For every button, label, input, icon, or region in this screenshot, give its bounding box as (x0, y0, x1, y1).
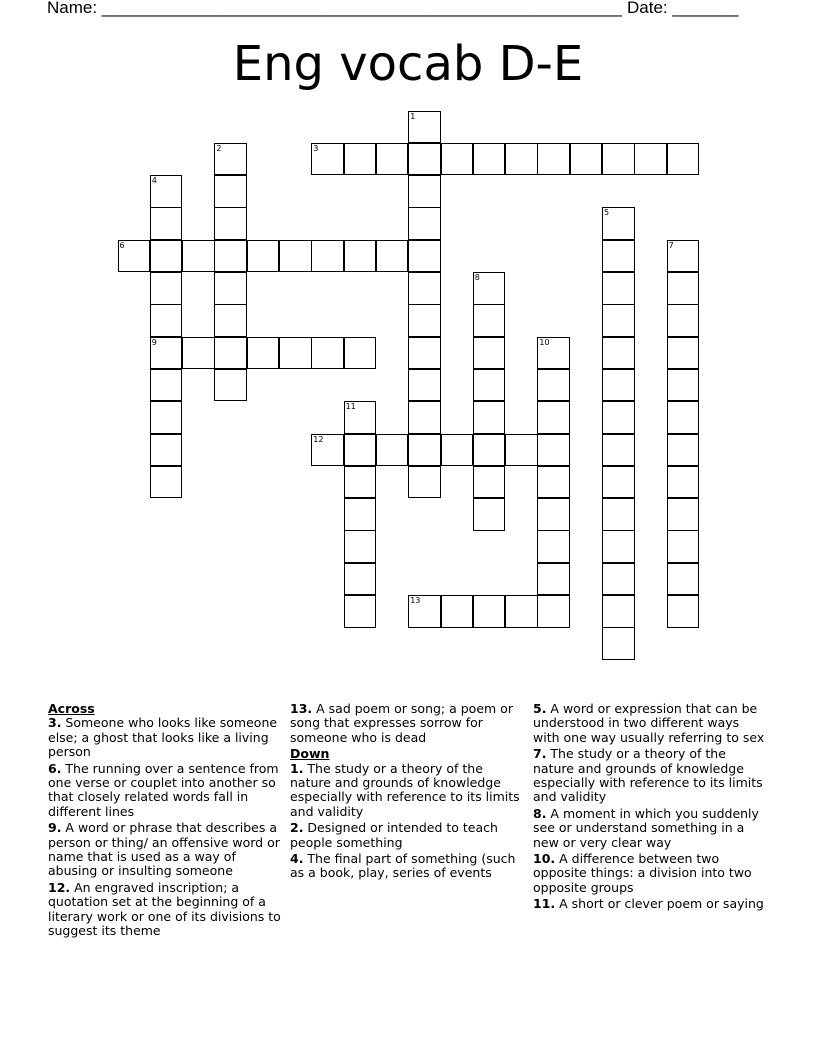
down-clue-list-continued (533, 702, 769, 912)
grid-cell[interactable] (602, 466, 635, 499)
grid-cell[interactable] (408, 337, 441, 370)
grid-cell[interactable] (408, 111, 441, 144)
grid-cell[interactable] (344, 240, 377, 273)
clue-text: An engraved inscription; a quotation set at the beginning of a literary work or one of its divisions to suggest its theme (48, 879, 281, 939)
clue-text: Someone who looks like someone else; a ghost that looks like a living person (48, 715, 278, 760)
grid-cell[interactable] (344, 143, 377, 176)
clue-text: A word or expression that can be understood in two different ways with one way usually referring to sex (533, 701, 765, 745)
grid-cell[interactable] (473, 498, 506, 531)
grid-cell[interactable] (214, 207, 247, 240)
grid-cell[interactable] (667, 337, 700, 370)
grid-cell[interactable] (214, 272, 247, 305)
clue-number-label: 5 (604, 208, 610, 218)
grid-cell[interactable] (408, 466, 441, 499)
grid-cell[interactable] (344, 498, 377, 531)
grid-cell[interactable] (118, 240, 151, 273)
page-title: Eng vocab D-E (232, 36, 584, 92)
grid-cell[interactable] (602, 207, 635, 240)
grid-cell[interactable] (408, 240, 441, 273)
grid-cell[interactable] (602, 595, 635, 628)
grid-cell[interactable] (473, 337, 506, 370)
grid-cell[interactable] (602, 563, 635, 596)
clue (533, 747, 769, 805)
grid-cell[interactable] (537, 530, 570, 563)
clue-number: 12. (48, 879, 71, 895)
clue (290, 852, 526, 881)
grid-cell[interactable] (537, 401, 570, 434)
grid-cell[interactable] (408, 369, 441, 402)
grid-cell[interactable] (473, 143, 506, 176)
across-heading: Across (48, 701, 95, 716)
clues-column-3 (533, 702, 769, 914)
clue-number: 5. (533, 701, 547, 716)
grid-cell[interactable] (311, 337, 344, 370)
clue-number-label: 2 (216, 143, 222, 153)
grid-cell[interactable] (150, 434, 183, 467)
clue-number-label: 13 (410, 596, 421, 605)
clue (533, 702, 769, 745)
clue-text: The study or a theory of the nature and grounds of knowledge especially with reference to its limits and validity (533, 746, 763, 805)
down-heading: Down (290, 746, 330, 762)
grid-cell[interactable] (602, 369, 635, 402)
grid-cell[interactable] (408, 304, 441, 337)
grid-cell[interactable] (505, 595, 538, 628)
clue (533, 807, 769, 850)
grid-cell[interactable] (344, 401, 377, 434)
grid-cell[interactable] (182, 337, 215, 370)
clue (48, 821, 283, 879)
clue-number: 8. (533, 805, 547, 821)
grid-cell[interactable] (150, 466, 183, 499)
grid-cell[interactable] (150, 369, 183, 402)
grid-cell[interactable] (570, 143, 603, 176)
grid-cell[interactable] (473, 401, 506, 434)
grid-cell[interactable] (376, 143, 409, 176)
clue-number: 7. (533, 746, 547, 762)
grid-cell[interactable] (537, 595, 570, 628)
grid-cell[interactable] (150, 240, 183, 273)
grid-cell[interactable] (441, 434, 474, 467)
clue-number-label: 7 (668, 240, 674, 250)
grid-cell[interactable] (634, 143, 667, 176)
clue (290, 702, 526, 745)
grid-cell[interactable] (505, 143, 538, 176)
grid-cell[interactable] (182, 240, 215, 273)
grid-cell[interactable] (537, 337, 570, 370)
clue (48, 762, 283, 820)
grid-cell[interactable] (537, 143, 570, 176)
grid-cell[interactable] (667, 595, 700, 628)
grid-cell[interactable] (667, 434, 700, 467)
clue (290, 762, 526, 820)
grid-cell[interactable] (667, 498, 700, 531)
grid-cell[interactable] (602, 627, 635, 660)
grid-cell[interactable] (537, 369, 570, 402)
clue-text: A moment in which you suddenly see or understand something in a new or very clear way (533, 805, 759, 850)
grid-cell[interactable] (376, 240, 409, 273)
clue-number-label: 8 (474, 273, 480, 282)
grid-cell[interactable] (537, 466, 570, 499)
grid-cell[interactable] (667, 530, 700, 563)
grid-cell[interactable] (505, 434, 538, 467)
clue-number-label: 6 (119, 240, 125, 250)
clue-text: The final part of something (such as a book, play, series of events (290, 851, 516, 881)
grid-cell[interactable] (667, 272, 700, 305)
clue-text: The study or a theory of the nature and grounds of knowledge especially with reference to its limits and validity (290, 760, 520, 819)
grid-cell[interactable] (344, 434, 377, 467)
grid-cell[interactable] (408, 207, 441, 240)
grid-cell[interactable] (667, 563, 700, 596)
grid-cell[interactable] (150, 401, 183, 434)
grid-cell[interactable] (344, 466, 377, 499)
clue-number: 3. (48, 715, 62, 731)
clue-number-label: 9 (151, 337, 157, 347)
grid-cell[interactable] (408, 595, 441, 628)
clue-number: 13. (290, 701, 313, 716)
grid-cell[interactable] (667, 304, 700, 337)
grid-cell[interactable] (247, 240, 280, 273)
grid-cell[interactable] (344, 563, 377, 596)
grid-cell[interactable] (344, 337, 377, 370)
grid-cell[interactable] (214, 175, 247, 208)
grid-cell[interactable] (602, 143, 635, 176)
clue-text: The running over a sentence from one verse or couplet into another so that closely related words fall in different lines (48, 760, 279, 819)
grid-cell[interactable] (408, 401, 441, 434)
clue-number: 1. (290, 760, 304, 776)
clues-column-2 (290, 702, 526, 883)
grid-cell[interactable] (602, 240, 635, 273)
clue-number-label: 1 (410, 111, 416, 121)
grid-cell[interactable] (667, 240, 700, 273)
grid-cell[interactable] (667, 143, 700, 176)
clue-text: Designed or intended to teach people something (290, 820, 498, 850)
grid-cell[interactable] (602, 530, 635, 563)
grid-cell[interactable] (408, 272, 441, 305)
grid-cell[interactable] (214, 337, 247, 370)
grid-cell[interactable] (602, 337, 635, 370)
grid-cell[interactable] (473, 595, 506, 628)
clue-text: A difference between two opposite things: a division into two opposite groups (533, 851, 752, 895)
clues-column-1 (48, 702, 283, 941)
grid-cell[interactable] (602, 498, 635, 531)
across-clue-list-continued (290, 702, 526, 745)
grid-cell[interactable] (602, 272, 635, 305)
name-line: Name: _______________________________________________________ (47, 0, 622, 17)
grid-cell[interactable] (408, 434, 441, 467)
grid-cell[interactable] (473, 466, 506, 499)
clue (290, 821, 526, 850)
clue-text: A short or clever poem or saying (555, 896, 764, 912)
clue-text: A word or phrase that describes a person or thing/ an offensive word or name that is used as a way of abusing or insulting someone (48, 820, 280, 879)
clue (533, 852, 769, 895)
grid-cell[interactable] (311, 143, 344, 176)
clue-number: 9. (48, 820, 62, 836)
grid-cell[interactable] (150, 304, 183, 337)
grid-cell[interactable] (344, 530, 377, 563)
grid-cell[interactable] (602, 401, 635, 434)
grid-cell[interactable] (473, 369, 506, 402)
grid-cell[interactable] (150, 207, 183, 240)
across-clue-list (48, 716, 283, 938)
grid-cell[interactable] (602, 434, 635, 467)
grid-cell[interactable] (214, 369, 247, 402)
grid-cell[interactable] (311, 240, 344, 273)
grid-cell[interactable] (537, 498, 570, 531)
clue-number: 6. (48, 760, 62, 776)
clue-number-label: 10 (539, 337, 550, 347)
grid-cell[interactable] (537, 434, 570, 467)
grid-cell[interactable] (441, 143, 474, 176)
grid-cell[interactable] (150, 337, 183, 370)
grid-cell[interactable] (279, 337, 312, 370)
clue-number-label: 11 (345, 402, 356, 412)
grid-cell[interactable] (279, 240, 312, 273)
grid-cell[interactable] (376, 434, 409, 467)
grid-cell[interactable] (667, 401, 700, 434)
clue-number: 11. (533, 896, 556, 912)
grid-cell[interactable] (473, 272, 506, 305)
clue-number-label: 4 (151, 176, 157, 186)
grid-cell[interactable] (473, 304, 506, 337)
clue-number-label: 3 (313, 143, 319, 153)
grid-cell[interactable] (408, 143, 441, 176)
clue-number-label: 12 (313, 434, 324, 444)
clue-number: 10. (533, 851, 556, 867)
grid-cell[interactable] (408, 175, 441, 208)
down-clue-list (290, 762, 526, 881)
grid-cell[interactable] (214, 240, 247, 273)
date-line: Date: _______ (627, 0, 739, 17)
grid-cell[interactable] (473, 434, 506, 467)
clue-text: A sad poem or song; a poem or song that expresses sorrow for someone who is dead (290, 701, 513, 745)
clue-number: 4. (290, 851, 304, 867)
grid-cell[interactable] (441, 595, 474, 628)
grid-cell[interactable] (214, 304, 247, 337)
grid-cell[interactable] (602, 304, 635, 337)
clue (533, 897, 769, 911)
grid-cell[interactable] (311, 434, 344, 467)
clue-number: 2. (290, 820, 304, 836)
clue (48, 716, 283, 759)
grid-cell[interactable] (537, 563, 570, 596)
grid-cell[interactable] (150, 175, 183, 208)
clue (48, 881, 283, 939)
grid-cell[interactable] (667, 466, 700, 499)
grid-cell[interactable] (150, 272, 183, 305)
grid-cell[interactable] (247, 337, 280, 370)
grid-cell[interactable] (344, 595, 377, 628)
grid-cell[interactable] (667, 369, 700, 402)
grid-cell[interactable] (214, 143, 247, 176)
